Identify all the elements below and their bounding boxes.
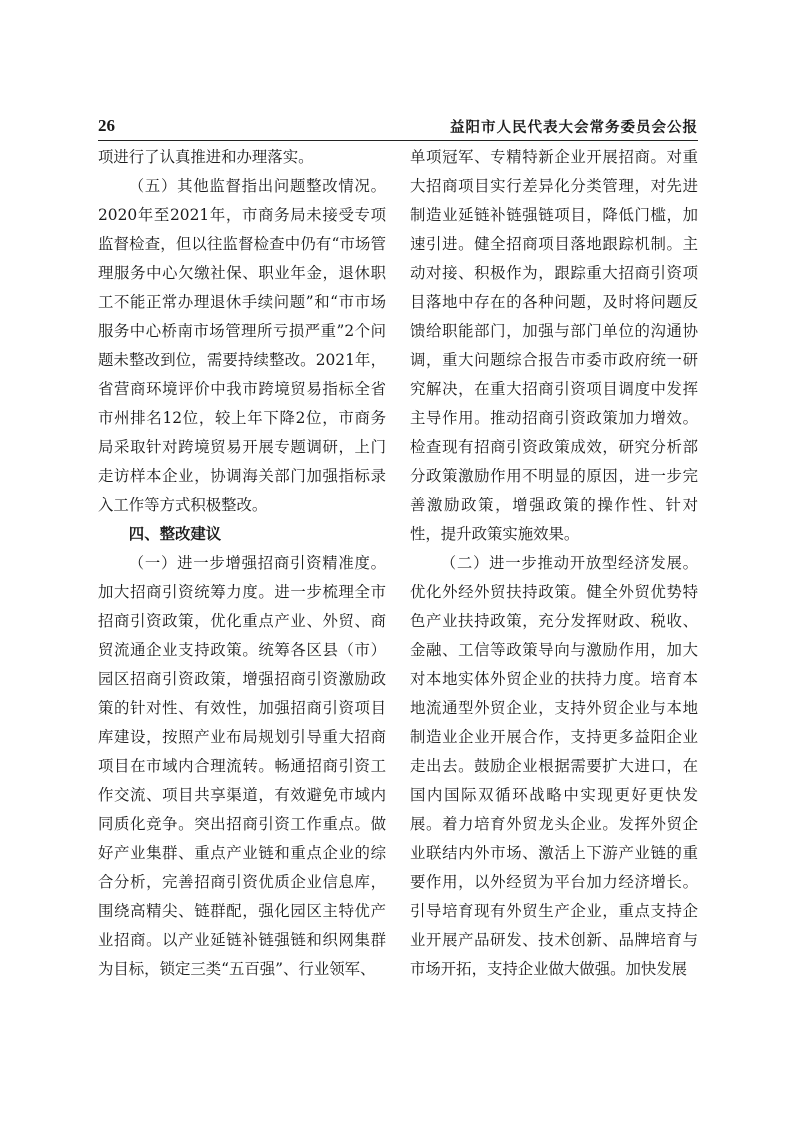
section-five-paragraph <box>98 172 386 520</box>
suggestion-one-continued: 单项冠军、专精特新企业开展招商。对重大招商项目实行差异化分类管理，对先进制造业延链补链强链项目，降低门槛，加速引进。健全招商项目落地跟踪机制。主动对接、积极作为，跟踪重大招商引资项目落地中存在的各种问题，及时将问题反馈给职能部门，加强与部门单位的沟通协调，重大问题综合报告市委市政府统一研究解决，在重大招商引资项目调度中发挥主导作用。推动招商引资政策加力增效。检查现有招商引资政策成效，研究分析部分政策激励作用不明显的原因，进一步完善激励政策，增强政策的操作性、针对性，提升政策实施效果。 <box>410 148 698 543</box>
suggestion-one-body: 加大招商引资统筹力度。进一步梳理全市招商引资政策，优化重点产业、外贸、商贸流通企业支持政策。统筹各区县（市）园区招商引资政策，增强招商引资激励政策的针对性、有效性，加强招商引资项目库建设，按照产业布局规划引导重大招商项目在市域内合理流转。畅通招商引资工作交流、项目共享渠道，有效避免市域内同质化竞争。突出招商引资工作重点。做好产业集群、重点产业链和重点企业的综合分析，完善招商引资优质企业信息库，围绕高精尖、链群配，强化园区主特优产业招商。以产业延链补链强链和织网集群为目标，锁定三类“五百强”、行业领军、 <box>98 583 386 978</box>
suggestion-one-subheading: （一）进一步增强招商引资精准度。 <box>128 554 386 572</box>
suggestion-two-subheading: （二）进一步推动开放型经济发展。 <box>440 554 698 572</box>
suggestion-one-paragraph <box>98 549 386 984</box>
page-number: 26 <box>98 116 115 135</box>
suggestion-two-paragraph <box>410 549 698 984</box>
continued-paragraph: 项进行了认真推进和办理落实。 <box>98 148 314 166</box>
section-heading-rectification-suggestions: 四、整改建议 <box>128 525 222 543</box>
section-five-subheading: （五）其他监督指出问题整改情况。 <box>128 177 386 195</box>
right-column <box>410 143 698 984</box>
page-header <box>98 106 698 141</box>
suggestion-two-body: 优化外经外贸扶持政策。健全外贸优势特色产业扶持政策，充分发挥财政、税收、金融、工信等政策导向与激励作用，加大对本地实体外贸企业的扶持力度。培育本地流通型外贸企业，支持外贸企业与本地制造业企业开展合作，支持更多益阳企业走出去。鼓励企业根据需要扩大进口，在国内国际双循环战略中实现更好更快发展。着力培育外贸龙头企业。发挥外贸企业联结内外市场、激活上下游产业链的重要作用，以外经贸为平台加力经济增长。引导培育现有外贸生产企业，重点支持企业开展产品研发、技术创新、品牌培育与市场开拓，支持企业做大做强。加快发展 <box>410 583 698 978</box>
section-five-body: 2020年至2021年，市商务局未接受专项监督检查，但以往监督检查中仍有“市场管理服务中心欠缴社保、职业年金，退休职工不能正常办理退休手续问题”和“市市场服务中心桥南市场管理所亏损严重”2个问题未整改到位，需要持续整改。2021年，省营商环境评价中我市跨境贸易指标全省市州排名12位，较上年下降2位，市商务局采取针对跨境贸易开展专题调研，上门走访样本企业，协调海关部门加强指标录入工作等方式积极整改。 <box>98 206 386 514</box>
journal-title: 益阳市人民代表大会常务委员会公报 <box>450 120 698 136</box>
left-column <box>98 143 386 984</box>
